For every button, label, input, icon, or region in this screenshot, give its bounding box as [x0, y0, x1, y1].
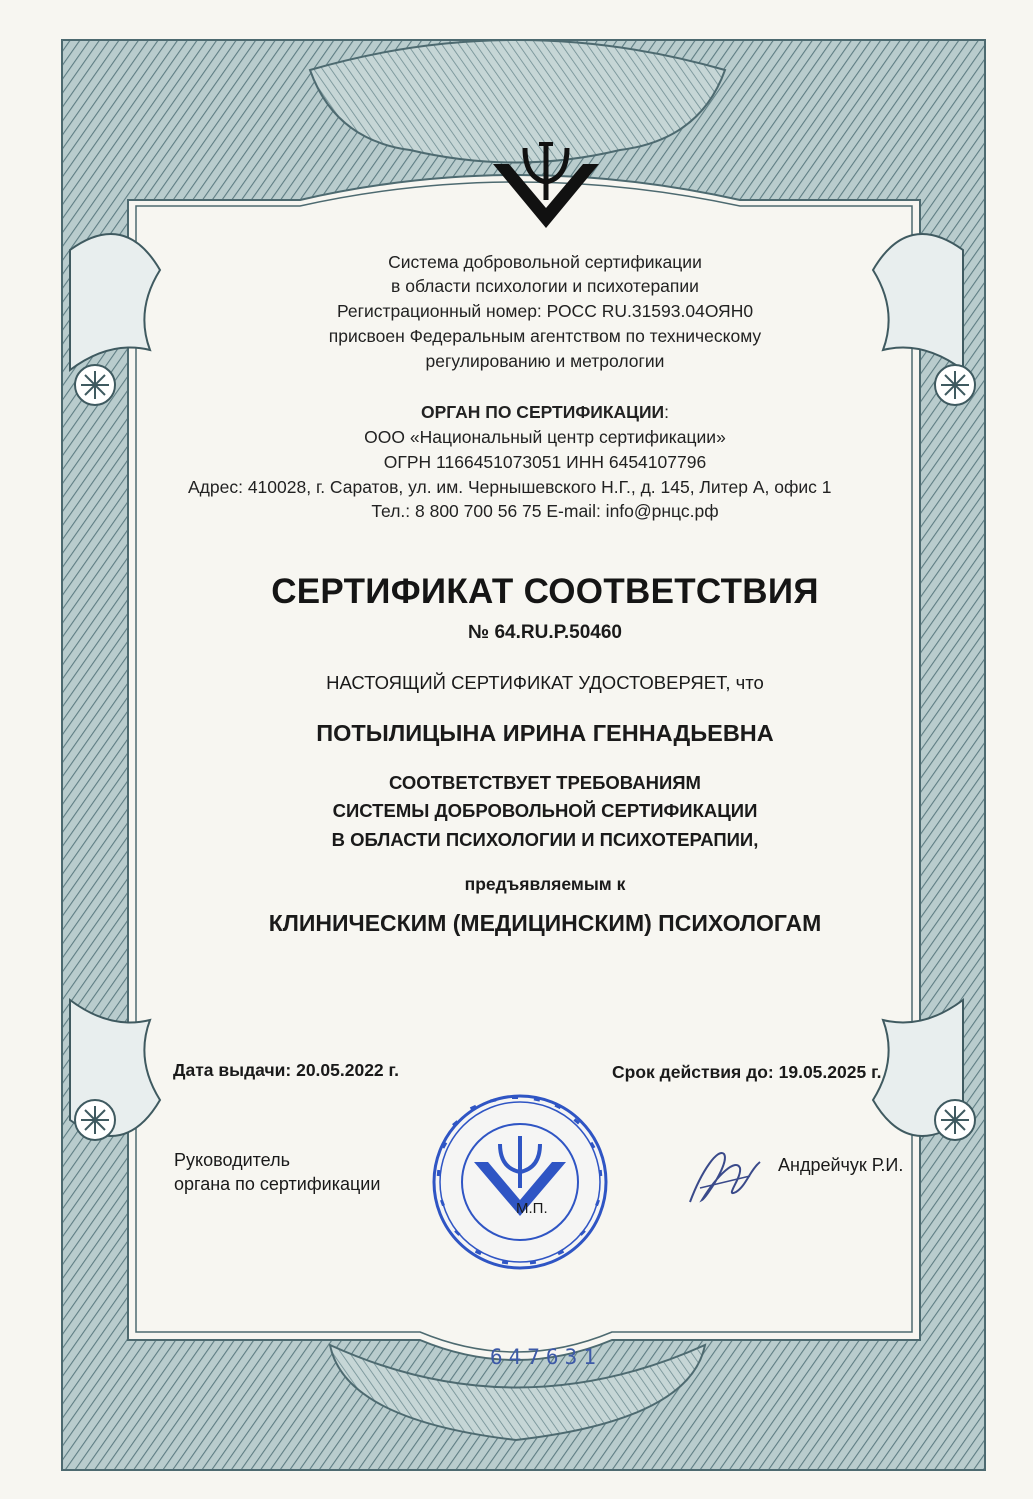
- signer-role-2: органа по сертификации: [174, 1174, 381, 1194]
- signer-role-1: Руководитель: [174, 1150, 290, 1170]
- holder-name: ПОТЫЛИЦЫНА ИРИНА ГЕННАДЬЕВНА: [316, 720, 774, 746]
- organ-colon: :: [664, 402, 669, 422]
- attest-line: [0, 672, 1033, 694]
- seal-place-mark: М.П.: [516, 1200, 548, 1217]
- attest-tail: что: [730, 672, 764, 693]
- attest-caps: НАСТОЯЩИЙ СЕРТИФИКАТ УДОСТОВЕРЯЕТ,: [326, 672, 731, 693]
- organ-address: Адрес: 410028, г. Саратов, ул. им. Чернышевского Н.Г., д. 145, Литер А, офис 1: [188, 477, 832, 497]
- presented-to: предъявляемым к: [464, 874, 626, 894]
- registration-number: Регистрационный номер: РОСС RU.31593.04ОЯН0: [336, 301, 754, 321]
- system-line-4: присвоен Федеральным агентством по техническому: [328, 326, 762, 346]
- requirements-line-1: СООТВЕТСТВУЕТ ТРЕБОВАНИЯМ: [389, 772, 701, 793]
- issue-date: Дата выдачи: 20.05.2022 г.: [173, 1060, 399, 1080]
- profession: КЛИНИЧЕСКИМ (МЕДИЦИНСКИМ) ПСИХОЛОГАМ: [268, 910, 822, 936]
- signer-name: Андрейчук Р.И.: [778, 1155, 904, 1175]
- requirements-line-3: В ОБЛАСТИ ПСИХОЛОГИИ И ПСИХОТЕРАПИИ,: [331, 829, 759, 850]
- serial-number: 647631: [490, 1345, 602, 1369]
- organ-label: ОРГАН ПО СЕРТИФИКАЦИИ: [421, 402, 665, 422]
- handwritten-signature: [680, 1140, 770, 1220]
- system-line-5: регулированию и метрологии: [425, 351, 665, 371]
- organ-name: ООО «Национальный центр сертификации»: [364, 427, 726, 447]
- system-line-2: в области психологии и психотерапии: [391, 276, 699, 296]
- requirements-line-2: СИСТЕМЫ ДОБРОВОЛЬНОЙ СЕРТИФИКАЦИИ: [332, 800, 758, 821]
- certificate-title: СЕРТИФИКАТ СООТВЕТСТВИЯ: [271, 572, 819, 611]
- organ-ids: ОГРН 1166451073051 ИНН 6454107796: [383, 452, 707, 472]
- certificate-number: № 64.RU.P.50460: [468, 622, 622, 643]
- organ-contacts: Тел.: 8 800 700 56 75 E-mail: info@рнцс.рф: [371, 501, 719, 521]
- valid-until: Срок действия до: 19.05.2025 г.: [612, 1062, 882, 1082]
- system-line-1: Система добровольной сертификации: [388, 252, 702, 272]
- official-seal: [430, 1092, 610, 1272]
- organ-heading: [0, 402, 1033, 423]
